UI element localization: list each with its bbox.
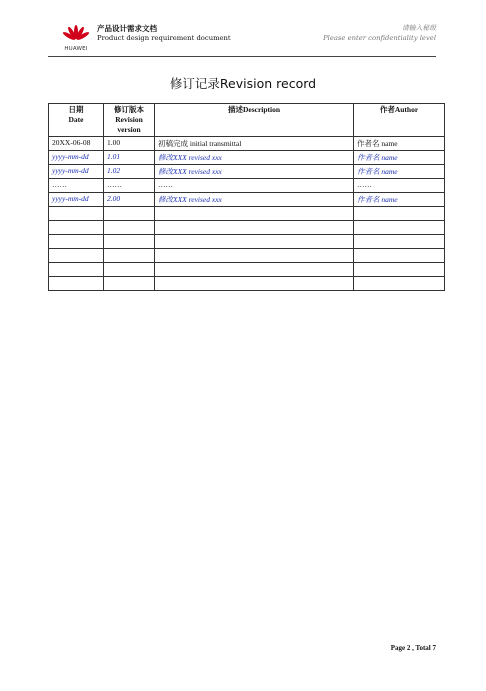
- revision-table: [48, 103, 445, 291]
- doc-type-cn: 产品设计需求文档: [97, 24, 157, 33]
- table-row: [49, 221, 445, 235]
- page-number: Page 2 , Total 7: [390, 644, 436, 652]
- cell-version: 2.00: [104, 193, 155, 207]
- confidentiality-en: Please enter confidentiality level: [323, 34, 436, 42]
- cell-date: yyyy-mm-dd: [49, 193, 104, 207]
- cell-author: [354, 263, 445, 277]
- table-row: [49, 193, 445, 207]
- cell-date: [49, 249, 104, 263]
- table-row: [49, 249, 445, 263]
- cell-desc: 初稿完成 initial transmittal: [155, 137, 354, 151]
- cell-date: 20XX-06-08: [49, 137, 104, 151]
- cell-desc: ……: [155, 179, 354, 193]
- header-description: 描述Description: [155, 104, 354, 137]
- confidentiality-level: [316, 23, 436, 43]
- cell-author: 作者名 name: [354, 137, 445, 151]
- cell-date: [49, 277, 104, 291]
- table-row: [49, 179, 445, 193]
- confidentiality-cn: 请输入秘级: [402, 24, 436, 32]
- cell-desc: [155, 221, 354, 235]
- cell-version: 1.02: [104, 165, 155, 179]
- cell-desc: [155, 277, 354, 291]
- cell-date: [49, 263, 104, 277]
- huawei-flower-icon: [62, 24, 90, 44]
- header-divider: [48, 56, 436, 57]
- cell-date: yyyy-mm-dd: [49, 165, 104, 179]
- cell-version: ……: [104, 179, 155, 193]
- header-date: 日期 Date: [49, 104, 104, 137]
- cell-date: [49, 235, 104, 249]
- cell-desc: [155, 207, 354, 221]
- cell-desc: 修改XXX revised xxx: [155, 151, 354, 165]
- cell-author: [354, 277, 445, 291]
- cell-author: 作者名 name: [354, 165, 445, 179]
- cell-version: [104, 277, 155, 291]
- huawei-logo: [56, 24, 96, 54]
- cell-version: [104, 207, 155, 221]
- cell-author: [354, 221, 445, 235]
- cell-desc: [155, 249, 354, 263]
- cell-date: [49, 221, 104, 235]
- cell-version: 1.00: [104, 137, 155, 151]
- table-row: [49, 207, 445, 221]
- header-version: 修订版本 Revision version: [104, 104, 155, 137]
- cell-author: [354, 207, 445, 221]
- cell-author: 作者名 name: [354, 193, 445, 207]
- cell-desc: [155, 235, 354, 249]
- cell-author: 作者名 name: [354, 151, 445, 165]
- cell-version: 1.01: [104, 151, 155, 165]
- cell-version: [104, 249, 155, 263]
- cell-author: ……: [354, 179, 445, 193]
- table-row: [49, 137, 445, 151]
- doc-type-en: Product design requirement document: [97, 34, 231, 42]
- table-row: [49, 235, 445, 249]
- cell-date: ……: [49, 179, 104, 193]
- table-header-row: [49, 104, 445, 137]
- cell-version: [104, 221, 155, 235]
- table-row: [49, 165, 445, 179]
- cell-author: [354, 235, 445, 249]
- cell-version: [104, 263, 155, 277]
- cell-desc: 修改XXX revised xxx: [155, 193, 354, 207]
- logo-text: HUAWEI: [64, 46, 88, 52]
- cell-desc: 修改XXX revised xxx: [155, 165, 354, 179]
- table-row: [49, 151, 445, 165]
- page-title: 修订记录Revision record: [169, 76, 317, 91]
- page-header: [48, 20, 436, 56]
- cell-date: [49, 207, 104, 221]
- cell-author: [354, 249, 445, 263]
- table-row: [49, 263, 445, 277]
- cell-desc: [155, 263, 354, 277]
- header-author: 作者Author: [354, 104, 445, 137]
- cell-version: [104, 235, 155, 249]
- cell-date: yyyy-mm-dd: [49, 151, 104, 165]
- table-row: [49, 277, 445, 291]
